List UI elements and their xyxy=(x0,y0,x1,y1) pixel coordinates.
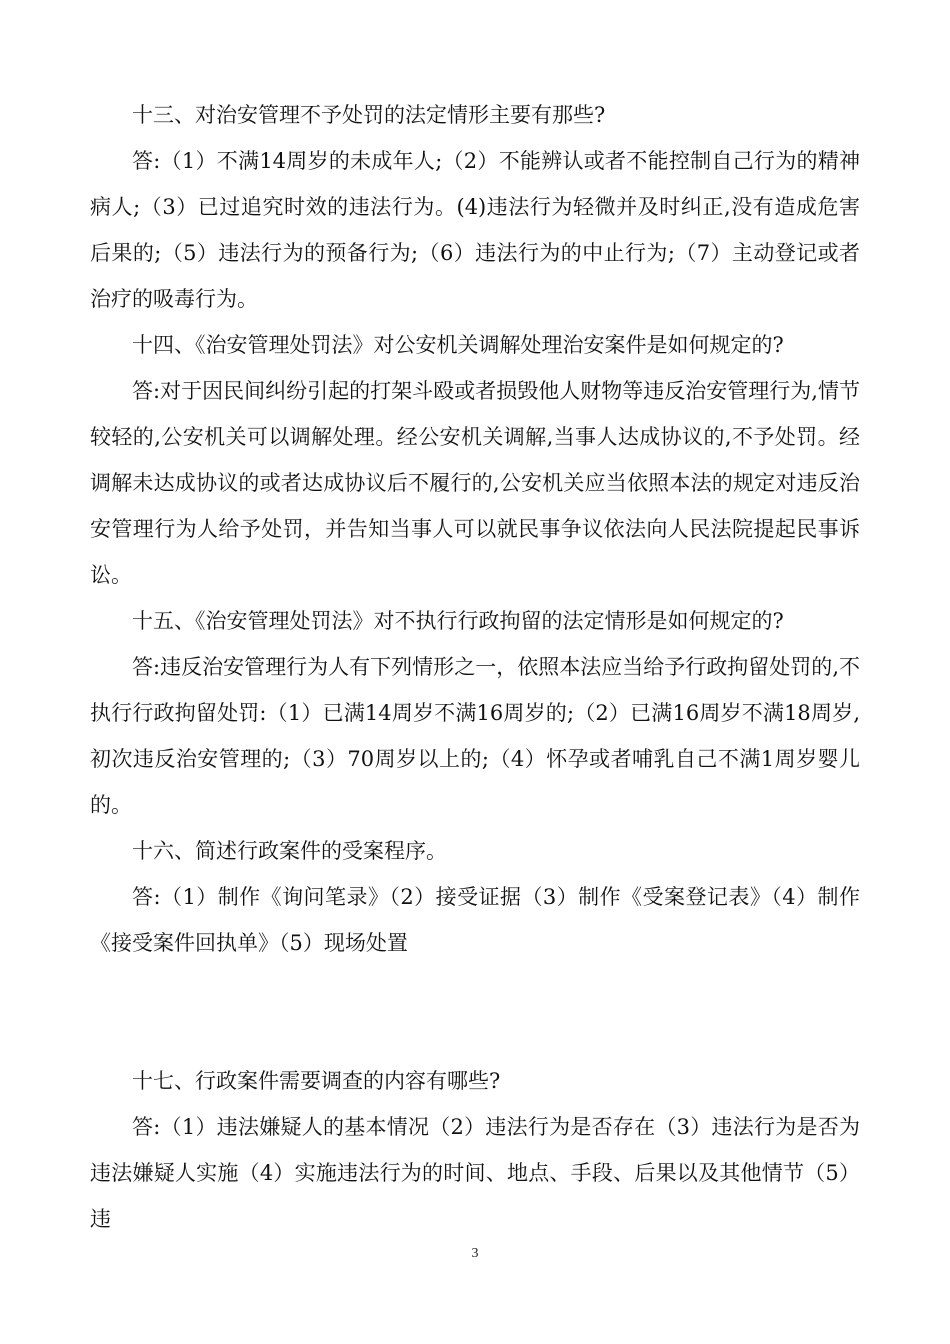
answer-16: 答:（1）制作《询问笔录》（2）接受证据（3）制作《受案登记表》（4）制作《接受案件回执单》（5）现场处置 xyxy=(90,885,860,955)
answer-14: 答:对于因民间纠纷引起的打架斗殴或者损毁他人财物等违反治安管理行为,情节较轻的,公安机关可以调解处理。经公安机关调解,当事人达成协议的,不予处罚。经调解未达成协议的或者达成协议后不履行的,公安机关应当依照本法的规定对违反治安管理行为人给予处罚，并告知当事人可以就民事争议依法向人民法院提起民事诉讼。 xyxy=(90,379,860,587)
question-15: 十五、《治安管理处罚法》对不执行行政拘留的法定情形是如何规定的? xyxy=(132,609,784,633)
question-14: 十四、《治安管理处罚法》对公安机关调解处理治安案件是如何规定的? xyxy=(132,333,784,357)
question-17: 十七、行政案件需要调查的内容有哪些? xyxy=(132,1069,501,1093)
question-16: 十六、简述行政案件的受案程序。 xyxy=(132,839,447,863)
answer-15: 答:违反治安管理行为人有下列情形之一，依照本法应当给予行政拘留处罚的,不执行行政拘留处罚:（1）已满14周岁不满16周岁的;（2）已满16周岁不满18周岁,初次违反治安管理的;（3）70周岁以上的;（4）怀孕或者哺乳自己不满1周岁婴儿的。 xyxy=(90,655,860,817)
paragraph-gap xyxy=(90,966,860,1058)
page-number: 3 xyxy=(471,1246,479,1261)
document-body xyxy=(90,92,860,1242)
question-13: 十三、对治安管理不予处罚的法定情形主要有那些? xyxy=(132,103,606,127)
answer-17: 答:（1）违法嫌疑人的基本情况（2）违法行为是否存在（3）违法行为是否为违法嫌疑人实施（4）实施违法行为的时间、地点、手段、后果以及其他情节（5）违 xyxy=(90,1115,860,1231)
answer-13: 答:（1）不满14周岁的未成年人;（2）不能辨认或者不能控制自己行为的精神病人;（3）已过追究时效的违法行为。(4)违法行为轻微并及时纠正,没有造成危害后果的;（5）违法行为的预备行为;（6）违法行为的中止行为;（7）主动登记或者治疗的吸毒行为。 xyxy=(90,149,860,311)
